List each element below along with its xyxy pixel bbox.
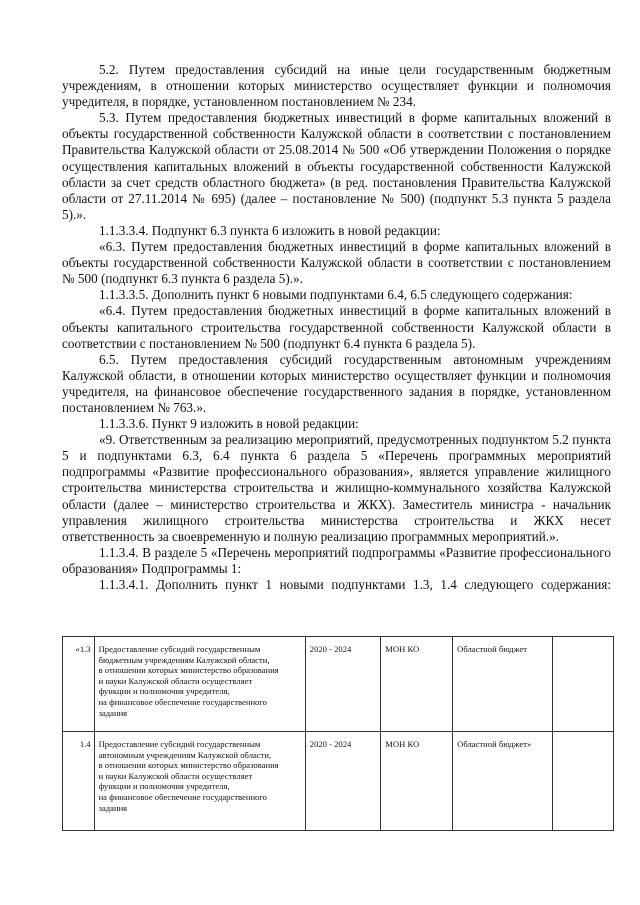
description-line: в отношении которых министерство образования [98, 665, 279, 676]
paragraph-1-1-3-4-1: 1.1.3.4.1. Дополнить пункт 1 новыми подпунктами 1.3, 1.4 следующего содержания: [99, 577, 611, 592]
table-row [63, 732, 614, 831]
description-line: задания [98, 802, 128, 813]
row-executor: МОН КО [381, 637, 453, 732]
paragraph-1-1-3-3-6: 1.1.3.3.6. Пункт 9 изложить в новой редакции: [99, 416, 359, 432]
row-description [94, 637, 305, 732]
description-line: функции и полномочия учредителя, [98, 781, 230, 792]
description-line: на финансовое обеспечение государственного [98, 791, 267, 802]
measures-table [62, 636, 614, 831]
description-line: Предоставление субсидий государственным [98, 739, 261, 749]
description-line: задания [98, 707, 128, 718]
description-line: функции и полномочия учредителя, [98, 686, 230, 697]
document-body [62, 62, 611, 593]
paragraph-5-3: 5.3. Путем предоставления бюджетных инвестиций в форме капитальных вложений в объекты государственной собственности Калужской области в соответствии с постановлением Правительства Калужской области от 25.08.2014 № 500 «Об утверждении Положения о порядке осуществления капитальных вложений в объекты государственной собственности Калужской области за счет средств областного бюджета» (в ред. постановления Правительства Калужской области от 27.11.2014 № 695) (далее – постановление № 500) (подпункт 5.3 пункта 5 раздела 5).». [62, 110, 611, 222]
row-period: 2020 - 2024 [305, 637, 381, 732]
description-line: в отношении которых министерство образования [98, 760, 279, 771]
description-line: на финансовое обеспечение государственного [98, 696, 267, 707]
paragraph-1-1-3-3-5: 1.1.3.3.5. Дополнить пункт 6 новыми подпунктами 6.4, 6.5 следующего содержания: [99, 287, 573, 303]
paragraph-6-5: 6.5. Путем предоставления субсидий государственным автономным учреждениям Калужской области, в отношении которых министерство осуществляет функции и полномочия учредителя, на финансовое обеспечение государственного задания в порядке, установленном постановлением № 763.». [62, 351, 611, 415]
description-line: бюджетным учреждениям Калужской области, [98, 654, 270, 665]
description-line: и науки Калужской области осуществляет [98, 675, 253, 686]
row-funding-source: Областной бюджет [453, 637, 552, 732]
description-line: Предоставление субсидий государственным [98, 644, 261, 654]
paragraph-6-4: «6.4. Путем предоставления бюджетных инвестиций в форме капитальных вложений в объекты капитального строительства государственной собственности Калужской области в соответствии с постановлением № 500 (подпункт 6.4 пункта 6 раздела 5). [62, 303, 611, 351]
row-number: 1.4 [63, 732, 95, 831]
paragraph-9: «9. Ответственным за реализацию мероприятий, предусмотренных подпунктом 5.2 пункта 5 и подпунктами 6.3, 6.4 пункта 6 раздела 5 «Перечень программных мероприятий подпрограммы «Развитие профессионального образования», является управление жилищного строительства министерства строительства и жилищно-коммунального хозяйства Калужской области (далее – министерство строительства и ЖКХ). Заместитель министра - начальник управления жилищного строительства министерства строительства и ЖКХ несет ответственность за своевременную и полную реализацию программных мероприятий.». [62, 432, 611, 544]
paragraph-5-2: 5.2. Путем предоставления субсидий на иные цели государственным бюджетным учреждениям, в отношении которых министерство осуществляет функции и полномочия учредителя, в порядке, установленном постановлением № 234. [62, 62, 611, 110]
row-executor: МОН КО [381, 732, 453, 831]
row-number: «1.3 [63, 637, 95, 732]
description-line: автономным учреждениям Калужской области, [98, 749, 272, 760]
row-empty-cell [552, 637, 613, 732]
paragraph-6-3: «6.3. Путем предоставления бюджетных инвестиций в форме капитальных вложений в объекты государственной собственности Калужской области в соответствии с постановлением № 500 (подпункт 6.3 пункта 6 раздела 5).». [62, 239, 611, 287]
row-period: 2020 - 2024 [305, 732, 381, 831]
description-line: и науки Калужской области осуществляет [98, 770, 253, 781]
row-description [94, 732, 305, 831]
row-funding-source: Областной бюджет» [453, 732, 552, 831]
paragraph-1-1-3-4: 1.1.3.4. В разделе 5 «Перечень мероприятий подпрограммы «Развитие профессионального образования» Подпрограммы 1: [62, 544, 611, 576]
row-empty-cell [552, 732, 613, 831]
table-row [63, 637, 614, 732]
paragraph-1-1-3-3-4: 1.1.3.3.4. Подпункт 6.3 пункта 6 изложить в новой редакции: [99, 222, 441, 238]
